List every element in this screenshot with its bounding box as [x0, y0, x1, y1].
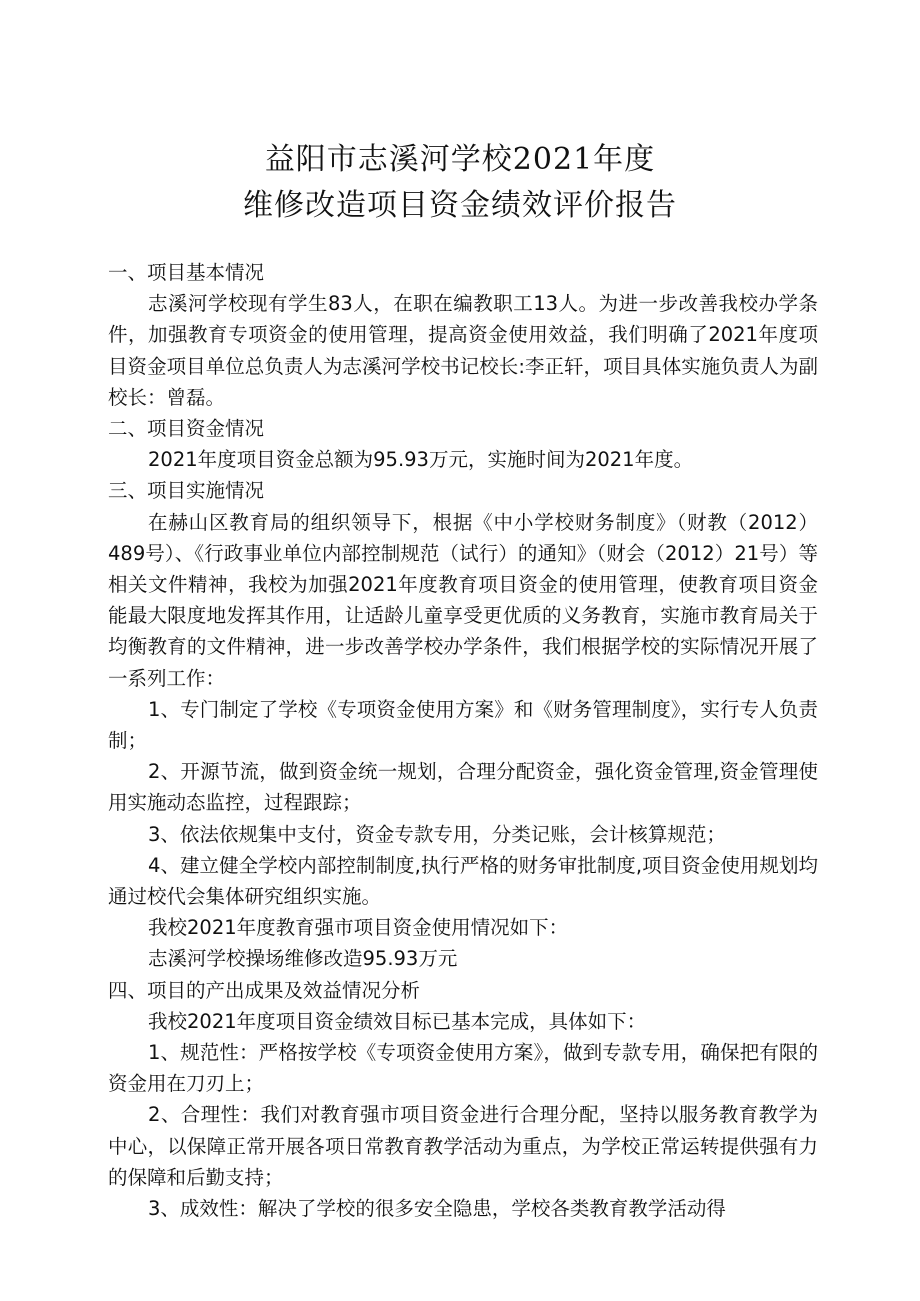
- outcome-item-3: 3、成效性：解决了学校的很多安全隐患，学校各类教育教学活动得: [148, 1197, 726, 1221]
- paragraph-funding: 2021年度项目资金总额为95.93万元，实施时间为2021年度。: [148, 448, 694, 472]
- section-heading-implementation: 三、项目实施情况: [108, 479, 265, 503]
- outcome-item-1: 1、规范性：严格按学校《专项资金使用方案》，做到专款专用，确保把有限的资金用在刀刃上；: [108, 1041, 818, 1096]
- document-title-line-2: 维修改造项目资金绩效评价报告: [243, 188, 677, 223]
- paragraph-basic-info: 志溪河学校现有学生83人，在职在编教职工13人。为进一步改善我校办学条件，加强教育专项资金的使用管理，提高资金使用效益，我们明确了2021年度项目资金项目单位总负责人为志溪河学校书记校长:李正轩，项目具体实施负责人为副校长：曾磊。: [108, 292, 818, 409]
- section-heading-funding: 二、项目资金情况: [108, 417, 265, 441]
- list-item-2: 2、开源节流，做到资金统一规划，合理分配资金，强化资金管理,资金管理使用实施动态监控，过程跟踪；: [108, 760, 818, 815]
- document-body: [108, 257, 818, 1224]
- section-heading-basic-info: 一、项目基本情况: [108, 261, 265, 284]
- section-heading-outcomes: 四、项目的产出成果及效益情况分析: [108, 978, 421, 1002]
- outcome-item-2: 2、合理性：我们对教育强市项目资金进行合理分配，坚持以服务教育教学为中心，以保障正常开展各项日常教育教学活动为重点，为学校正常运转提供强有力的保障和后勤支持；: [108, 1103, 818, 1189]
- list-item-1: 1、专门制定了学校《专项资金使用方案》和《财务管理制度》，实行专人负责制；: [108, 697, 818, 753]
- paragraph-usage-item: 志溪河学校操场维修改造95.93万元: [148, 947, 458, 971]
- list-item-3: 3、依法依规集中支付，资金专款专用，分类记账，会计核算规范；: [148, 822, 726, 846]
- list-item-4: 4、建立健全学校内部控制制度,执行严格的财务审批制度,项目资金使用规划均通过校代会集体研究组织实施。: [108, 853, 818, 909]
- paragraph-usage-intro: 我校2021年度教育强市项目资金使用情况如下：: [148, 916, 569, 940]
- document-title-line-1: 益阳市志溪河学校2021年度: [264, 142, 656, 177]
- paragraph-implementation: 在赫山区教育局的组织领导下，根据《中小学校财务制度》（财教（2012）489号）、《行政事业单位内部控制规范（试行）的通知》（财会（2012）21号）等相关文件精神，我校为加强2021年度教育项目资金的使用管理，使教育项目资金能最大限度地发挥其作用，让适龄儿童享受更优质的义务教育，实施市教育局关于均衡教育的文件精神，进一步改善学校办学条件，我们根据学校的实际情况开展了一系列工作：: [108, 510, 818, 690]
- paragraph-outcomes-intro: 我校2021年度项目资金绩效目标已基本完成，具体如下：: [148, 1009, 647, 1033]
